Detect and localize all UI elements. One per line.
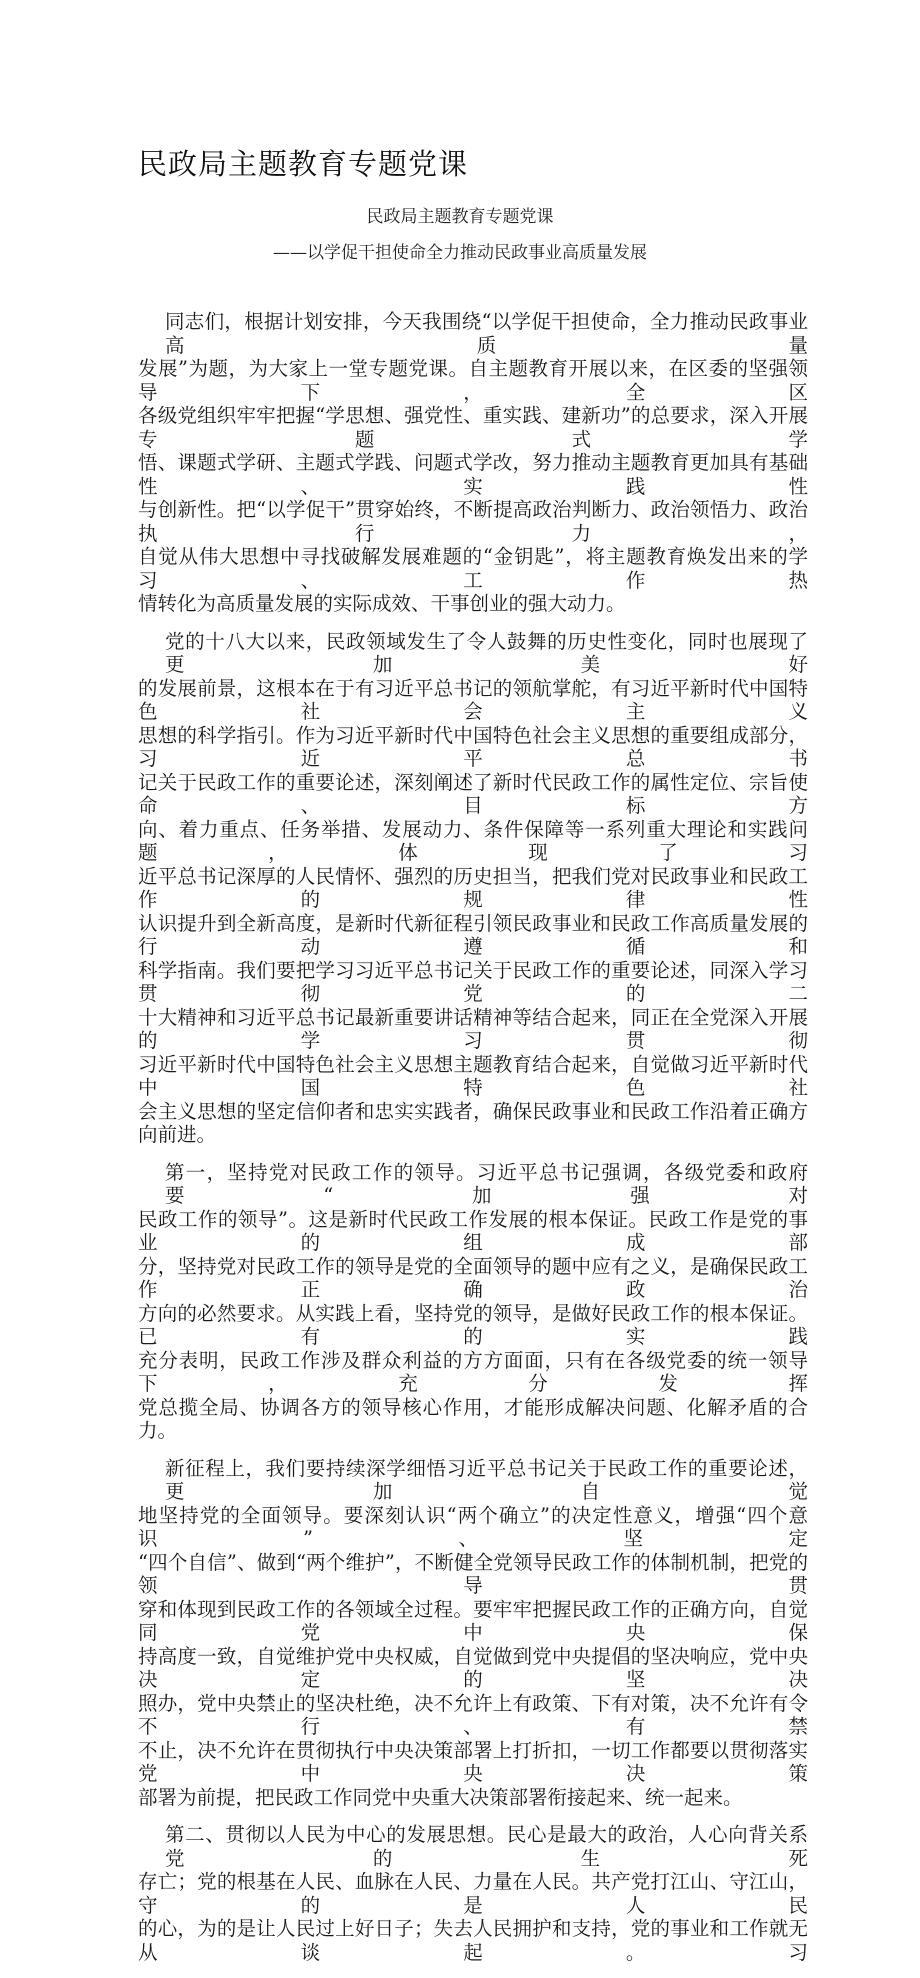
paragraph-line: 各级党组织牢牢把握“学思想、强党性、重实践、建新功”的总要求，深入开展专题式学 (138, 404, 808, 451)
paragraph-line: 穿和体现到民政工作的各领域全过程。要牢牢把握民政工作的正确方向，自觉同党中央保 (138, 1597, 808, 1644)
body-paragraph (138, 1457, 808, 1810)
paragraph-line: 不止，决不允许在贯彻执行中央决策部署上打折扣，一切工作都要以贯彻落实党中央决策 (138, 1738, 808, 1785)
paragraph-line: 发展”为题，为大家上一堂专题党课。自主题教育开展以来，在区委的坚强领导下，全区 (138, 357, 808, 404)
paragraph-line: 新征程上，我们要持续深学细悟习近平总书记关于民政工作的重要论述，更加自觉 (165, 1456, 808, 1503)
paragraph-line: 情转化为高质量发展的实际成效、干事创业的强大动力。 (138, 592, 626, 615)
paragraph-line: 党的十八大以来，民政领域发生了令人鼓舞的历史性变化，同时也展现了更加美好 (165, 629, 808, 676)
paragraph-line: 民政工作的领导”。这是新时代民政工作发展的根本保证。民政工作是党的事业的组成部 (138, 1207, 808, 1254)
paragraph-line: “四个自信”、做到“两个维护”，不断健全党领导民政工作的体制机制，把党的领导贯 (138, 1550, 808, 1597)
paragraph-line: 持高度一致，自觉维护党中央权威，自觉做到党中央提倡的坚决响应，党中央决定的坚决 (138, 1644, 808, 1691)
paragraph-line: 第二、贯彻以人民为中心的发展思想。民心是最大的政治，人心向背关系党的生死 (165, 1823, 808, 1870)
paragraph-line: 地坚持党的全面领导。要深刻认识“两个确立”的决定性意义，增强“四个意识”、坚定 (138, 1503, 808, 1550)
paragraph-line: 部署为前提，把民政工作同党中央重大决策部署衔接起来、统一起来。 (138, 1785, 743, 1809)
paragraph-line: 记关于民政工作的重要论述，深刻阐述了新时代民政工作的属性定位、宗旨使命、目标方 (138, 770, 808, 817)
paragraph-line: 科学指南。我们要把学习习近平总书记关于民政工作的重要论述，同深入学习贯彻党的二 (138, 958, 808, 1005)
document-subheading: ——以学促干担使命全力推动民政事业高质量发展 (273, 243, 647, 263)
body-paragraph (138, 1823, 808, 1964)
paragraph-line: 自觉从伟大思想中寻找破解发展难题的“金钥匙”，将主题教育焕发出来的学习、工作热 (138, 545, 808, 592)
paragraph-line: 悟、课题式学研、主题式学践、问题式学改，努力推动主题教育更加具有基础性、实践性 (138, 451, 808, 498)
body-paragraph (138, 1161, 808, 1443)
document-title: 民政局主题教育专题党课 (138, 147, 469, 181)
paragraph-line: 照办，党中央禁止的坚决杜绝，决不允许上有政策、下有对策，决不允许有令不行、有禁 (138, 1691, 808, 1738)
body-paragraph (138, 310, 808, 616)
paragraph-line: 十大精神和习近平总书记最新重要讲话精神等结合起来，同正在全党深入开展的学习贯彻 (138, 1005, 808, 1052)
paragraph-line: 存亡；党的根基在人民、血脉在人民、力量在人民。共产党打江山、守江山，守的是人民 (138, 1870, 808, 1917)
paragraph-line: 近平总书记深厚的人民情怀、强烈的历史担当，把我们党对民政事业和民政工作的规律性 (138, 864, 808, 911)
document-body (138, 310, 808, 1978)
document-subtitle: 民政局主题教育专题党课 (366, 207, 554, 227)
paragraph-line: 的心，为的是让人民过上好日子；失去人民拥护和支持，党的事业和工作就无从谈起。习 (138, 1917, 808, 1964)
paragraph-line: 第一，坚持党对民政工作的领导。习近平总书记强调，各级党委和政府要“加强对 (165, 1160, 808, 1207)
body-paragraph (138, 630, 808, 1147)
paragraph-line: 思想的科学指引。作为习近平新时代中国特色社会主义思想的重要组成部分，习近平总书 (138, 723, 808, 770)
paragraph-line: 分，坚持党对民政工作的领导是党的全面领导的题中应有之义，是确保民政工作正确政治 (138, 1254, 808, 1301)
paragraph-line: 与创新性。把“以学促干”贯穿始终，不断提高政治判断力、政治领悟力、政治执行力， (138, 498, 808, 545)
paragraph-line: 习近平新时代中国特色社会主义思想主题教育结合起来，自觉做习近平新时代中国特色社 (138, 1052, 808, 1099)
paragraph-line: 的发展前景，这根本在于有习近平总书记的领航掌舵，有习近平新时代中国特色社会主义 (138, 676, 808, 723)
paragraph-line: 充分表明，民政工作涉及群众利益的方方面面，只有在各级党委的统一领导下，充分发挥 (138, 1348, 808, 1395)
paragraph-line: 方向的必然要求。从实践上看，坚持党的领导，是做好民政工作的根本保证。已有的实践 (138, 1301, 808, 1348)
paragraph-line: 党总揽全局、协调各方的领导核心作用，才能形成解决问题、化解矛盾的合力。 (138, 1395, 808, 1442)
paragraph-line: 向、着力重点、任务举措、发展动力、条件保障等一系列重大理论和实践问题，体现了习 (138, 817, 808, 864)
paragraph-line: 认识提升到全新高度，是新时代新征程引领民政事业和民政工作高质量发展的行动遵循和 (138, 911, 808, 958)
paragraph-line: 同志们，根据计划安排，今天我围绕“以学促干担使命，全力推动民政事业高质量 (165, 310, 808, 357)
paragraph-line: 会主义思想的坚定信仰者和忠实实践者，确保民政事业和民政工作沿着正确方向前进。 (138, 1099, 808, 1146)
